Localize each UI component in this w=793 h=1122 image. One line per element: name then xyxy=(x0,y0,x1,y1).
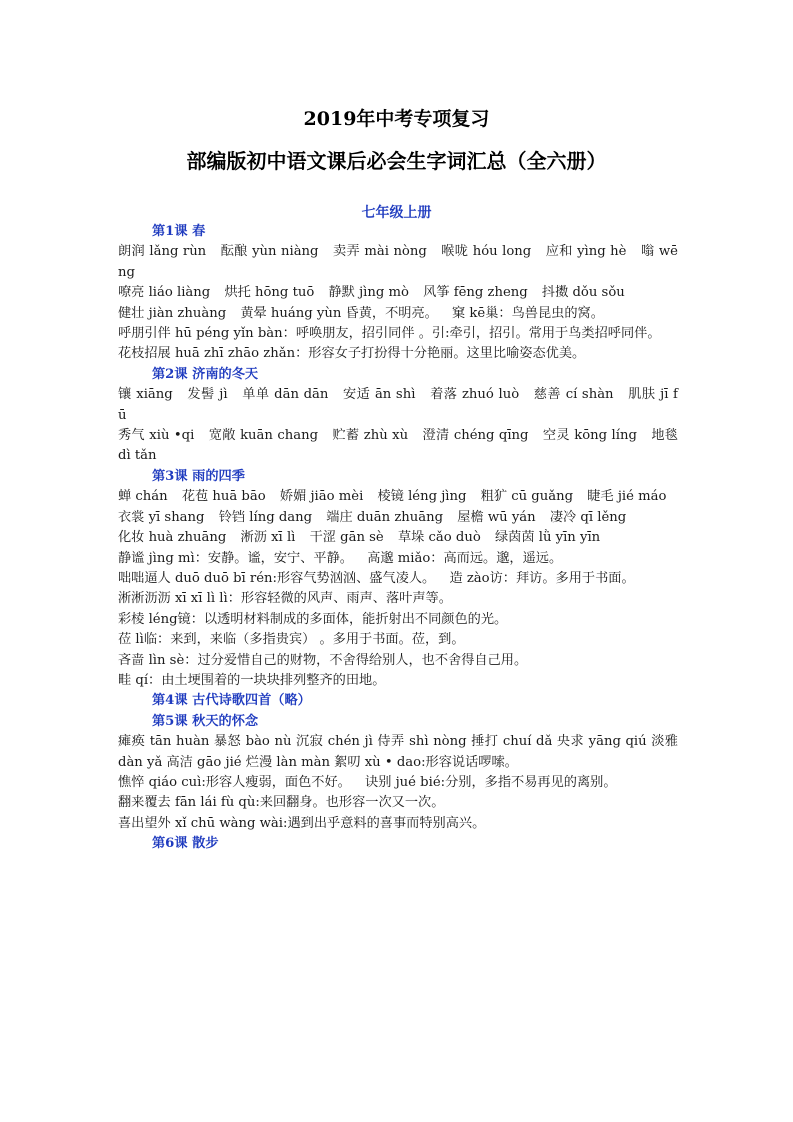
vocab-entry: 呼朋引伴 hū péng yǐn bàn：呼唤朋友，招引同伴 。引:牵引，招引。常用于鸟类招呼同伴。 xyxy=(118,326,661,342)
vocab-entry: 彩棱 léng镜：以透明材料制成的多面体，能折射出不同颜色的光。 xyxy=(118,611,508,627)
vocab-entry: 睫毛 jié máo xyxy=(587,489,667,505)
vocab-entry: 应和 yìng hè xyxy=(545,244,627,260)
vocab-paragraph xyxy=(118,304,678,324)
document-title: 2019年中考专项复习 xyxy=(303,108,490,130)
vocab-entry: 喉咙 hóu long xyxy=(441,244,532,260)
document-subtitle: 部编版初中语文课后必会生字词汇总（全六册） xyxy=(186,149,607,173)
vocab-entry: 烘托 hōng tuō xyxy=(224,285,315,301)
vocab-entry: 发髻 jì xyxy=(187,387,228,403)
vocab-entry: 蝉 chán xyxy=(118,489,168,505)
vocab-entry: 静默 jìng mò xyxy=(328,285,409,301)
vocab-entry: 风筝 fēng zheng xyxy=(423,285,528,301)
vocab-entry: 咄咄逼人 duō duō bī rén:形容气势汹汹、盛气凌人。 xyxy=(118,570,436,586)
lesson-heading: 第6课 散步 xyxy=(152,836,219,852)
vocab-entry: 朗润 lǎng rùn xyxy=(118,244,207,260)
vocab-entry: 静谧 jìng mì：安静。谧，安宁、平静。 xyxy=(118,550,353,566)
vocab-entry: 健壮 jiàn zhuàng xyxy=(118,305,227,321)
vocab-entry: 高邈 miǎo：高而远。邈，遥远。 xyxy=(367,550,563,566)
vocab-entry: 嗡 wēng xyxy=(118,244,678,280)
vocab-paragraph xyxy=(118,671,678,691)
vocab-entry: 地毯 dì tǎn xyxy=(118,428,678,464)
vocab-paragraph xyxy=(118,528,678,548)
vocab-entry: 空灵 kōng líng xyxy=(542,428,637,444)
lesson-heading: 第5课 秋天的怀念 xyxy=(152,713,259,729)
vocab-entry: 肌肤 jī fū xyxy=(118,387,678,423)
vocab-paragraph xyxy=(118,508,678,528)
vocab-entry: 淅沥 xī lì xyxy=(240,530,296,546)
vocabulary-body xyxy=(118,222,678,855)
vocab-paragraph xyxy=(118,773,678,793)
vocab-entry: 翻来覆去 fān lái fù qù:来回翻身。也形容一次又一次。 xyxy=(118,795,445,811)
vocab-entry: 畦 qí：由土埂围着的一块块排列整齐的田地。 xyxy=(118,672,386,688)
vocab-paragraph xyxy=(118,589,678,609)
vocab-entry: 娇媚 jiāo mèi xyxy=(279,489,364,505)
vocab-paragraph xyxy=(118,793,678,813)
vocab-paragraph xyxy=(118,344,678,364)
vocab-paragraph xyxy=(118,651,678,671)
vocab-paragraph xyxy=(118,569,678,589)
vocab-entry: 花枝招展 huā zhī zhāo zhǎn：形容女子打扮得十分艳丽。这里比喻姿态优美。 xyxy=(118,346,586,362)
vocab-entry: 贮蓄 zhù xù xyxy=(332,428,409,444)
vocab-entry: 憔悴 qiáo cuì:形容人瘦弱，面色不好。 xyxy=(118,774,351,790)
vocab-entry: 造 zào访：拜访。多用于书面。 xyxy=(449,570,635,586)
vocab-entry: 吝啬 lìn sè：过分爱惜自己的财物，不舍得给别人，也不舍得自己用。 xyxy=(118,652,528,668)
vocab-entry: 花苞 huā bāo xyxy=(181,489,266,505)
vocab-entry: 抖擞 dǒu sǒu xyxy=(541,285,625,301)
vocab-entry: 凄冷 qī lěng xyxy=(549,509,627,525)
vocab-entry: 棱镜 léng jìng xyxy=(377,489,467,505)
vocab-paragraph xyxy=(118,814,678,834)
vocab-entry: 化妆 huà zhuāng xyxy=(118,530,227,546)
grade-heading: 七年级上册 xyxy=(361,205,432,221)
vocab-entry: 衣裳 yī shang xyxy=(118,509,205,525)
vocab-entry: 瘫痪 tān huàn 暴怒 bào nù 沉寂 chén jì 侍弄 shì nòng 捶打 chuí dǎ 央求 yāng qiú 淡雅 dàn yǎ 高洁 gāo jié 烂漫 làn màn 絮叨 xù • dao:形容说话啰嗦。 xyxy=(118,734,678,770)
lesson-heading: 第4课 古代诗歌四首（略） xyxy=(152,693,311,709)
vocab-entry: 慈善 cí shàn xyxy=(533,387,614,403)
vocab-entry: 安适 ān shì xyxy=(343,387,416,403)
lesson-heading: 第3课 雨的四季 xyxy=(152,468,245,484)
vocab-entry: 酝酿 yùn niàng xyxy=(220,244,319,260)
lesson-heading: 第2课 济南的冬天 xyxy=(152,366,259,382)
vocab-entry: 诀别 jué bié:分别，多指不易再见的离别。 xyxy=(365,774,617,790)
vocab-entry: 干涩 gān sè xyxy=(309,530,384,546)
vocab-entry: 镶 xiāng xyxy=(118,387,173,403)
vocab-entry: 端庄 duān zhuāng xyxy=(326,509,444,525)
vocab-entry: 屋檐 wū yán xyxy=(457,509,536,525)
vocab-entry: 单单 dān dān xyxy=(242,387,329,403)
vocab-entry: 秀气 xiù •qi xyxy=(118,428,195,444)
vocab-entry: 铃铛 líng dang xyxy=(218,509,313,525)
vocab-entry: 嘹亮 liáo liàng xyxy=(118,285,211,301)
vocab-entry: 莅 lì临：来到，来临（多指贵宾） 。多用于书面。莅，到。 xyxy=(118,632,465,648)
vocab-entry: 粗犷 cū guǎng xyxy=(480,489,574,505)
vocab-entry: 草垛 cǎo duò xyxy=(397,530,481,546)
vocab-entry: 窠 kē巢：鸟兽昆虫的窝。 xyxy=(452,305,604,321)
vocab-paragraph xyxy=(118,324,678,344)
vocab-paragraph xyxy=(118,549,678,569)
vocab-entry: 卖弄 mài nòng xyxy=(332,244,427,260)
vocab-paragraph xyxy=(118,426,678,467)
vocab-entry: 淅淅沥沥 xī xī lì lì：形容轻微的风声、雨声、落叶声等。 xyxy=(118,591,452,607)
vocab-paragraph xyxy=(118,385,678,426)
vocab-entry: 黄晕 huáng yùn 昏黄，不明亮。 xyxy=(240,305,438,321)
vocab-entry: 着落 zhuó luò xyxy=(430,387,520,403)
vocab-paragraph xyxy=(118,283,678,303)
vocab-entry: 澄清 chéng qīng xyxy=(422,428,529,444)
vocab-paragraph xyxy=(118,242,678,283)
vocab-entry: 宽敞 kuān chang xyxy=(208,428,319,444)
vocab-paragraph xyxy=(118,610,678,630)
lesson-heading: 第1课 春 xyxy=(152,224,206,239)
vocab-paragraph xyxy=(118,732,678,773)
vocab-entry: 绿茵茵 lǜ yīn yīn xyxy=(494,530,601,546)
vocab-paragraph xyxy=(118,487,678,507)
vocab-entry: 喜出望外 xǐ chū wàng wài:遇到出乎意料的喜事而特别高兴。 xyxy=(118,815,486,831)
vocab-paragraph xyxy=(118,630,678,650)
